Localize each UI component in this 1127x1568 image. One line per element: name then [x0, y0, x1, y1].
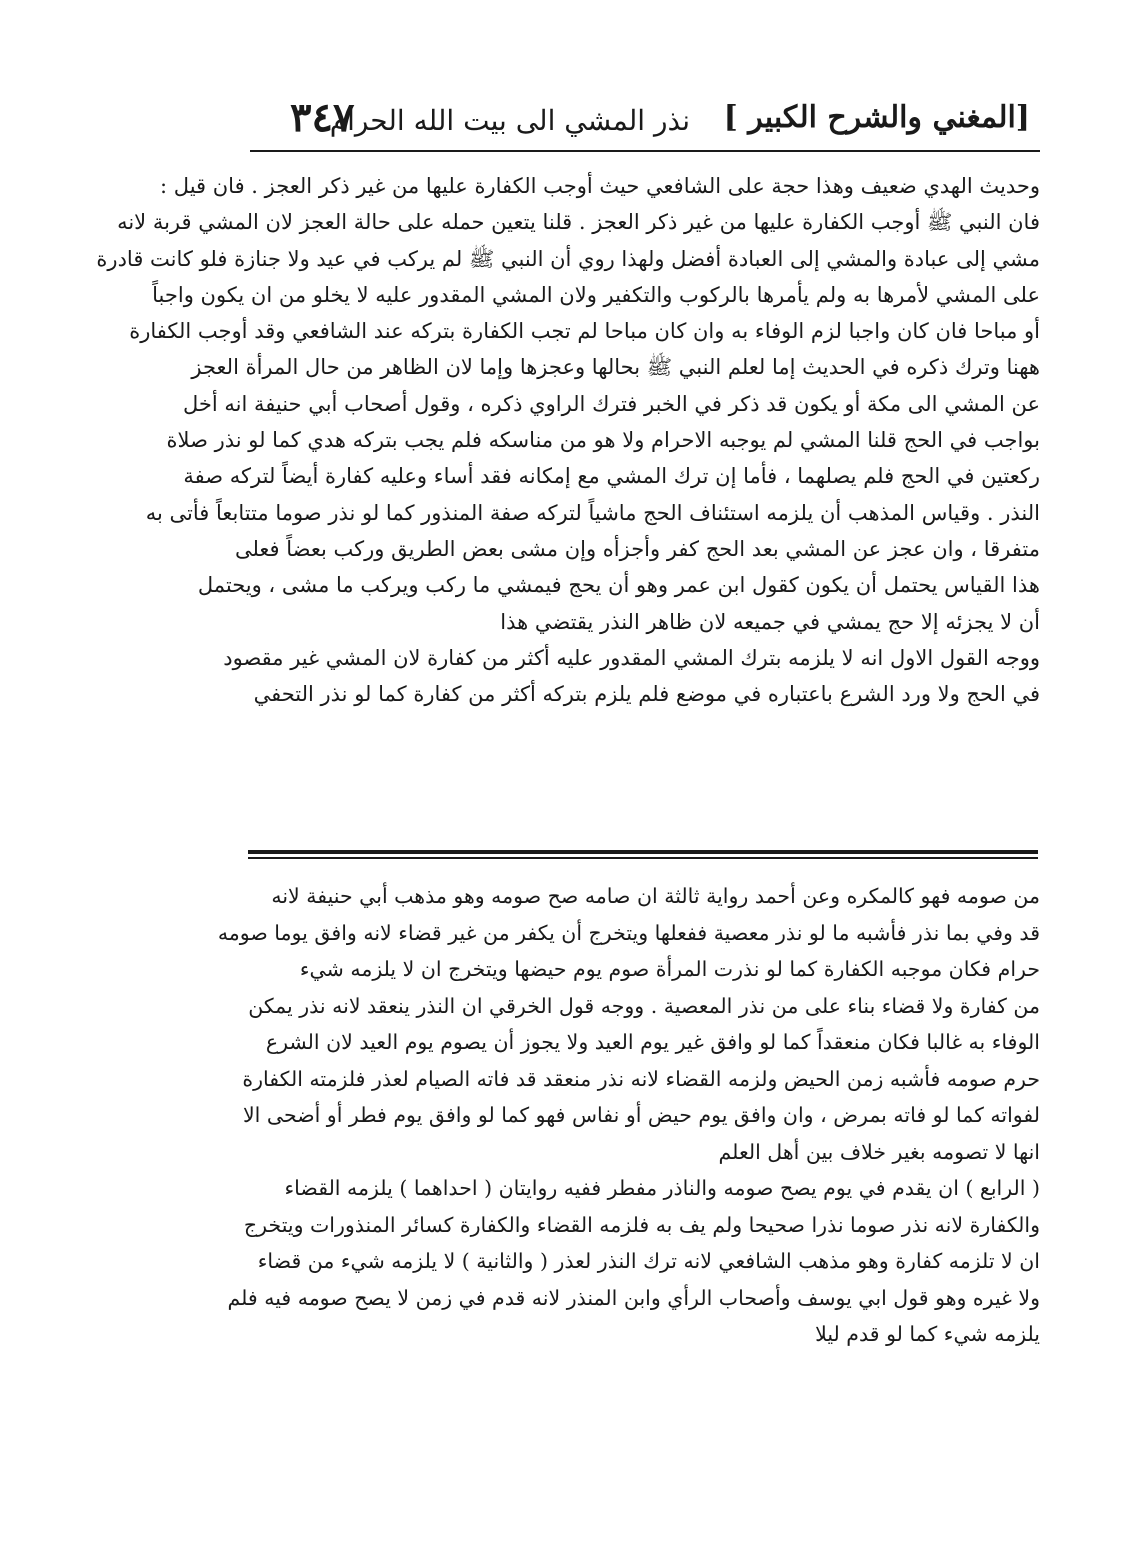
text-line: والكفارة لانه نذر صوما نذرا صحيحا ولم يف به فلزمه القضاء والكفارة كسائر المنذورات ويتخرج — [243, 1212, 1040, 1237]
text-line: ركعتين في الحج فلم يصلهما ، فأما إن ترك المشي مع إمكانه فقد أساء وعليه كفارة أيضاً لتركه صفة — [183, 464, 1040, 489]
text-line: في الحج ولا ورد الشرع باعتباره في موضع فلم يلزم بتركه أكثر من كفارة كما لو نذر التحفي — [253, 682, 1040, 707]
text-line: أو مباحا فان كان واجبا لزم الوفاء به وان كان مباحا لم تجب الكفارة بتركه عند الشافعي وقد أوجب الكفارة — [129, 319, 1040, 344]
section-separator — [248, 850, 1038, 860]
commentary-text — [96, 168, 1040, 712]
main-text — [217, 878, 1040, 1353]
running-title: [المغني والشرح الكبير ] — [723, 100, 1030, 135]
text-line: هذا القياس يحتمل أن يكون كقول ابن عمر وهو أن يحج فيمشي ما ركب ويركب ما مشى ، ويحتمل — [197, 573, 1040, 598]
text-line: بواجب في الحج قلنا المشي لم يوجبه الاحرام ولا هو من مناسكه فلم يجب بتركه هدي كما لو نذر صلاة — [166, 428, 1040, 453]
separator-thick-rule — [248, 850, 1038, 854]
text-line: عن المشي الى مكة أو يكون قد ذكر في الخبر فترك الراوي ذكره ، وقول أصحاب أبي حنيفة انه أخل — [182, 391, 1040, 416]
text-line: الوفاء به غالبا فكان منعقداً كما لو وافق غير يوم العيد ولا يجوز أن يصوم يوم العيد لان الشرع — [265, 1030, 1040, 1054]
text-line: حرم صومه فأشبه زمن الحيض ولزمه القضاء لانه نذر منعقد قد فاته الصيام لعذر فلزمته الكفارة — [242, 1066, 1040, 1091]
text-line: ( الرابع ) ان يقدم في يوم يصح صومه والناذر مفطر ففيه روايتان ( احداهما ) يلزمه القضاء — [284, 1176, 1040, 1200]
text-line: يلزمه شيء كما لو قدم ليلا — [815, 1322, 1040, 1346]
header-rule — [250, 150, 1040, 152]
text-line: من كفارة ولا قضاء بناء على من نذر المعصية . ووجه قول الخرقي ان النذر ينعقد لانه نذر يمكن — [248, 993, 1040, 1018]
text-line: فان النبي ﷺ أوجب الكفارة عليها من غير ذكر العجز . قلنا يتعين حمله على حالة العجز لان المشي قربة لانه — [117, 210, 1040, 235]
text-line: حرام فكان موجبه الكفارة كما لو نذرت المرأة صوم يوم حيضها ويتخرج ان لا يلزمه شيء — [299, 957, 1040, 981]
text-line: ووجه القول الاول انه لا يلزمه بترك المشي المقدور عليه أكثر من كفارة لان المشي غير مقصود — [223, 645, 1040, 670]
page-header — [240, 92, 1030, 144]
text-line: أن لا يجزئه إلا حج يمشي في جميعه لان ظاهر النذر يقتضي هذا — [500, 609, 1040, 634]
text-line: على المشي لأمرها به ولم يأمرها بالركوب والتكفير ولان المشي المقدور عليه لا يخلو من ان يكون واجباً — [152, 282, 1040, 307]
text-line: قد وفي بما نذر فأشبه ما لو نذر معصية ففعلها ويتخرج أن يكفر من غير قضاء لانه وافق يوما صومه — [217, 920, 1040, 945]
text-line: لفواته كما لو فاته بمرض ، وان وافق يوم حيض أو نفاس فهو كما لو وافق يوم فطر أو أضحى الا — [242, 1103, 1040, 1127]
section-title: نذر المشي الى بيت الله الحرام — [329, 104, 690, 137]
text-line: متفرقا ، وان عجز عن المشي بعد الحج كفر وأجزأه وإن مشى بعض الطريق وركب بعضاً فعلى — [234, 536, 1040, 561]
text-line: النذر . وقياس المذهب أن يلزمه استئناف الحج ماشياً لتركه صفة المنذور كما لو نذر صوما متتابعاً فأتى به — [145, 500, 1040, 525]
text-line: ولا غيره وهو قول ابي يوسف وأصحاب الرأي وابن المنذر لانه قدم في زمن لا يصح صومه فيه فلم — [227, 1285, 1040, 1310]
text-line: وحديث الهدي ضعيف وهذا حجة على الشافعي حيث أوجب الكفارة عليها من غير ذكر العجز . فان قيل : — [160, 174, 1040, 198]
text-line: من صومه فهو كالمكره وعن أحمد رواية ثالثة ان صامه صح صومه وهو مذهب أبي حنيفة لانه — [271, 884, 1040, 908]
text-line: مشي إلى عبادة والمشي إلى العبادة أفضل ولهذا روي أن النبي ﷺ لم يركب في عيد ولا جنازة فلو كانت قادرة — [96, 246, 1040, 271]
separator-thin-rule — [248, 857, 1038, 859]
text-line: انها لا تصومه بغير خلاف بين أهل العلم — [718, 1139, 1040, 1164]
text-line: ههنا وترك ذكره في الحديث إما لعلم النبي ﷺ بحالها وعجزها وإما لان الظاهر من حال المرأة العجز — [191, 355, 1040, 380]
page-number: ٣٤٧ — [290, 94, 355, 141]
text-line: ان لا تلزمه كفارة وهو مذهب الشافعي لانه ترك النذر لعذر ( والثانية ) لا يلزمه شيء من قضاء — [257, 1249, 1040, 1273]
